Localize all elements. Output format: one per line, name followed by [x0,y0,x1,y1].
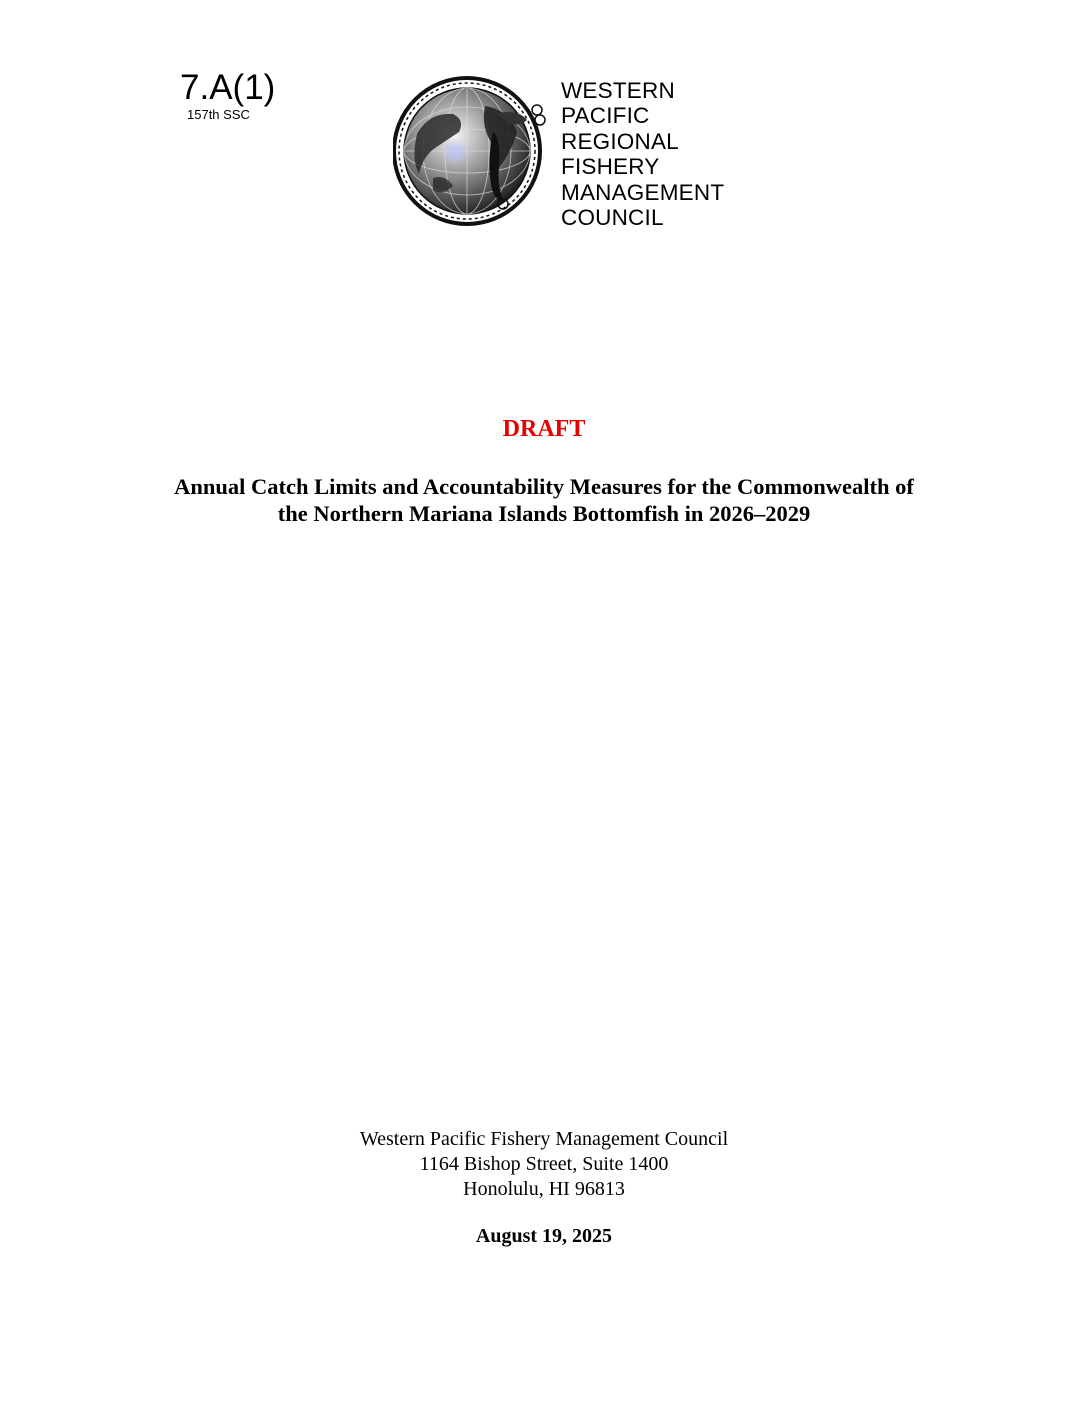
logo-line: COUNCIL [561,205,664,231]
publisher-name: Western Pacific Fishery Management Council [359,1128,729,1150]
draft-label: DRAFT [502,416,586,442]
logo-line: REGIONAL [561,128,679,154]
council-logo-emblem [393,74,553,229]
document-title [0,473,1088,527]
title-line-1: Annual Catch Limits and Accountability Measures for the Commonwealth of [174,474,914,499]
publisher-address [0,1127,1088,1202]
publisher-city: Honolulu, HI 96813 [463,1178,625,1200]
logo-line: WESTERN [561,78,675,103]
meeting-label: 157th SSC [187,107,250,122]
publisher-street: 1164 Bishop Street, Suite 1400 [419,1153,669,1175]
document-date: August 19, 2025 [475,1225,613,1247]
logo-line: FISHERY [561,154,660,180]
title-line-2: the Northern Mariana Islands Bottomfish in 2026–2029 [277,501,811,526]
agenda-item-number: 7.A(1) [180,68,276,107]
logo-line: PACIFIC [561,103,650,129]
council-logo-wordmark [561,78,724,230]
logo-line: MANAGEMENT [561,179,725,205]
